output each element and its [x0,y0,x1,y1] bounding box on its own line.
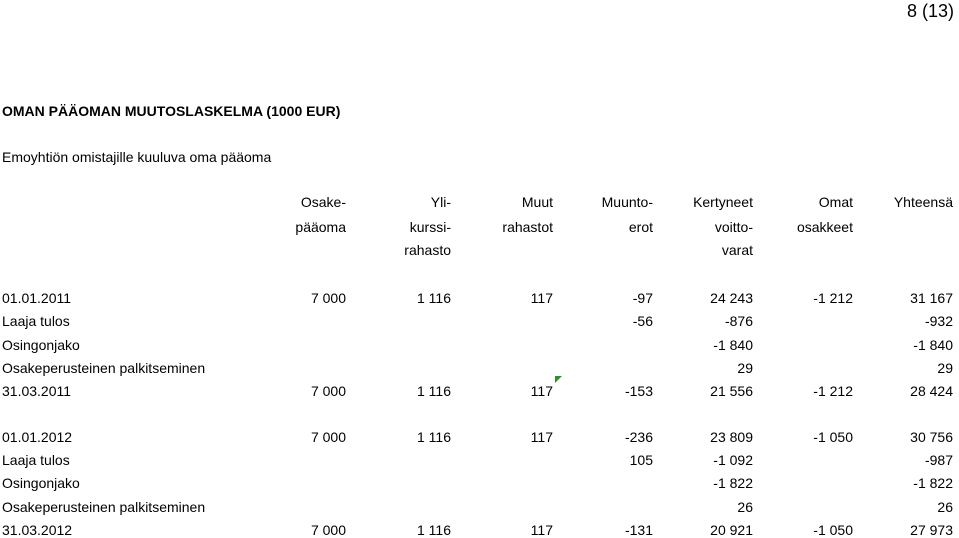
table-cell: 29 [737,360,753,376]
row-label: 01.01.2012 [2,429,73,445]
row-label: Laaja tulos [2,313,70,329]
column-header: varat [721,242,753,258]
table-cell: -153 [624,383,653,399]
column-header: pääoma [295,219,346,235]
table-cell: -987 [924,452,953,468]
column-header: erot [628,219,653,235]
table-cell: -1 212 [813,383,853,399]
table-cell: -1 840 [713,337,753,353]
table-cell: 20 921 [710,522,753,538]
table-cell: -1 212 [813,290,853,306]
row-label: 01.01.2011 [2,290,72,306]
document-title: OMAN PÄÄOMAN MUUTOSLASKELMA (1000 EUR) [2,103,341,119]
column-header: Yli- [430,194,451,210]
table-cell: 1 116 [417,429,451,445]
table-cell: 1 116 [417,290,451,306]
row-label: 31.03.2012 [2,522,73,538]
table-cell: -1 092 [713,452,753,468]
table-cell: 26 [737,499,753,515]
table-cell: -131 [624,522,653,538]
row-label: 31.03.2011 [2,383,72,399]
table-cell: -1 840 [913,337,953,353]
column-header: Muunto- [601,194,653,210]
table-cell: 7 000 [310,290,346,306]
table-cell: -236 [624,429,653,445]
row-label: Osingonjako [2,475,80,491]
table-cell: 31 167 [910,290,953,306]
table-cell: 117 [530,522,553,538]
table-cell: -97 [632,290,653,306]
table-cell: 30 756 [910,429,953,445]
row-label: Laaja tulos [2,452,70,468]
column-header: rahasto [404,242,451,258]
column-header: osakkeet [796,219,853,235]
table-cell: 1 116 [417,383,451,399]
column-header: kurssi- [409,219,451,235]
document-subtitle: Emoyhtiön omistajille kuuluva oma pääoma [2,149,272,165]
table-cell: 27 973 [910,522,953,538]
row-label: Osingonjako [2,337,80,353]
table-cell: -1 050 [813,429,853,445]
column-header: Omat [818,194,853,210]
column-header: Muut [521,194,553,210]
table-cell: 7 000 [310,383,346,399]
column-header: Osake- [300,194,346,210]
table-cell: 105 [629,452,653,468]
table-cell: 23 809 [710,429,753,445]
table-cell: -876 [724,313,753,329]
table-cell: 26 [937,499,953,515]
table-cell: 7 000 [310,522,346,538]
table-cell: 24 243 [710,290,753,306]
column-header: voitto- [714,219,753,235]
column-header: Yhteensä [893,194,953,210]
table-cell: -932 [924,313,953,329]
table-cell: -56 [632,313,653,329]
table-cell: -1 050 [813,522,853,538]
comment-marker-icon [555,376,562,383]
table-cell: 117 [530,383,553,399]
column-header: rahastot [502,219,553,235]
table-cell: 7 000 [310,429,346,445]
table-cell: 117 [530,429,553,445]
row-label: Osakeperusteinen palkitseminen [2,360,206,376]
table-cell: 29 [937,360,953,376]
table-cell: 28 424 [910,383,953,399]
page-number: 8 (13) [906,1,954,21]
table-cell: -1 822 [713,475,753,491]
table-cell: 21 556 [710,383,753,399]
table-cell: 1 116 [417,522,451,538]
row-label: Osakeperusteinen palkitseminen [2,499,206,515]
table-cell: -1 822 [913,475,953,491]
table-cell: 117 [530,290,553,306]
column-header: Kertyneet [693,194,753,210]
